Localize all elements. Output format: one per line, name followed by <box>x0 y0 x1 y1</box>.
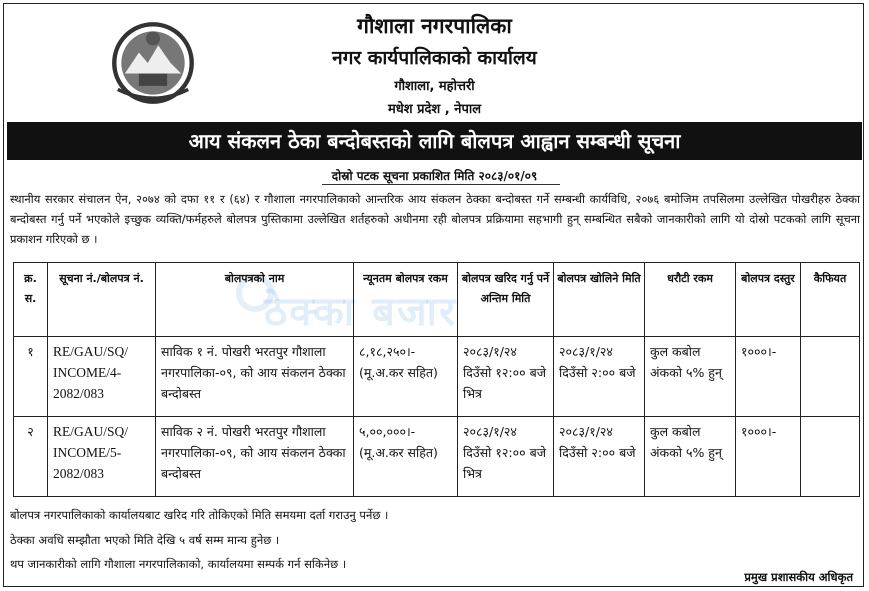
signature-title: प्रमुख प्रशासकीय अधिकृत <box>744 570 853 584</box>
address-line: गौशाला, महोत्तरी <box>394 79 475 94</box>
tender-table <box>13 262 860 497</box>
cell-last-date: २०८३/१/२४ दिउँसो १२:०० बजे भित्र <box>458 417 554 497</box>
footer-line-3: थप जानकारीको लागि गौशाला नगरपालिकाको, कार्यालयमा सम्पर्क गर्न सकिनेछ । <box>10 557 347 571</box>
cell-notice-no: RE/GAU/SQ/ INCOME/5- 2082/083 <box>48 417 156 497</box>
cell-deposit: कुल कबोल अंकको ५% हुन् <box>645 417 736 497</box>
second-publication-line: दोस्रो पटक सूचना प्रकाशित मिति २०८३/०१/०९ <box>331 169 538 183</box>
cell-name: साविक १ नं. पोखरी भरतपुर गौशाला नगरपालिका-०९, को आय संकलन ठेक्का बन्दोबस्त <box>156 337 354 417</box>
col-header-last-date: बोलपत्र खरिद गर्नु पर्ने अन्तिम मिति <box>458 263 554 337</box>
cell-deposit: कुल कबोल अंकको ५% हुन् <box>645 337 736 417</box>
province-line: मधेश प्रदेश , नेपाल <box>387 102 482 117</box>
cell-min-amount: ५,००,०००।- (मू.अ.कर सहित) <box>354 417 458 497</box>
notice-paragraph: स्थानीय सरकार संचालन ऐन, २०७४ को दफा ११ र (६४) र गौशाला नगरपालिकाको आन्तरिक आय संकलन ठेक्का बन्दोबस्त गर्ने सम्बन्धी कार्यविधि, २०७६ बमोजिम तपसिलमा उल्लेखित पोखरीहरु ठेक्का बन्दोबस्त गर्नु पर्ने भएकोले इच्छुक व्यक्ति/फर्महरुले बोलपत्र पुस्तिकामा उल्लेखित शर्तहरुको अधीनमा रही बोलपत्र प्रक्रियामा सहभागी हुन् सम्बन्धित सबैको जानकारीको लागि यो दोस्रो पटकको लागि सूचना प्रकाशन गरिएको छ । <box>10 192 860 246</box>
col-header-notice-no: सूचना नं./बोलपत्र नं. <box>48 263 156 337</box>
cell-name: साविक २ नं. पोखरी भरतपुर गौशाला नगरपालिका-०९, को आय संकलन ठेक्का बन्दोबस्त <box>156 417 354 497</box>
cell-open-date: २०८३/१/२४ दिउँसो २:०० बजे <box>554 337 645 417</box>
notice-banner: आय संकलन ठेका बन्दोबस्तको लागि बोलपत्र आह्वान सम्बन्धी सूचना <box>7 122 862 160</box>
cell-remarks <box>801 337 860 417</box>
table-row <box>14 337 860 417</box>
cell-fee: १०००।- <box>736 337 801 417</box>
col-header-remarks: कैफियत <box>801 263 860 337</box>
col-header-min-amount: न्यूनतम बोलपत्र रकम <box>354 263 458 337</box>
col-header-fee: बोलपत्र दस्तुर <box>736 263 801 337</box>
col-header-name: बोलपत्रको नाम <box>156 263 354 337</box>
table-row <box>14 417 860 497</box>
col-header-sn: क्र. स. <box>14 263 48 337</box>
cell-sn: १ <box>14 337 48 417</box>
footer-line-2: ठेक्का अवधि सम्झौता भएको मिति देखि ५ वर्ष सम्म मान्य हुनेछ । <box>10 533 280 547</box>
watermark-text: ठेक्का बजार <box>264 289 458 335</box>
cell-last-date: २०८३/१/२४ दिउँसो १२:०० बजे भित्र <box>458 337 554 417</box>
cell-notice-no: RE/GAU/SQ/ INCOME/4- 2082/083 <box>48 337 156 417</box>
cell-sn: २ <box>14 417 48 497</box>
col-header-deposit: धरौटी रकम <box>645 263 736 337</box>
header <box>4 4 865 122</box>
col-header-open-date: बोलपत्र खोलिने मिति <box>554 263 645 337</box>
cell-fee: १०००।- <box>736 417 801 497</box>
cell-remarks <box>801 417 860 497</box>
footer-line-1: बोलपत्र नगरपालिकाको कार्यालयबाट खरिद गरि तोकिएको मिति समयमा दर्ता गराउनु पर्नेछ । <box>10 508 389 522</box>
cell-min-amount: ८,१८,२५०।- (मू.अ.कर सहित) <box>354 337 458 417</box>
table-header-row <box>14 263 860 337</box>
notice-frame <box>3 3 864 587</box>
cell-open-date: २०८३/१/२४ दिउँसो २:०० बजे <box>554 417 645 497</box>
municipality-title: गौशाला नगरपालिका <box>357 14 512 38</box>
office-title: नगर कार्यपालिकाको कार्यालय <box>332 47 537 69</box>
underline-divider <box>322 184 560 185</box>
